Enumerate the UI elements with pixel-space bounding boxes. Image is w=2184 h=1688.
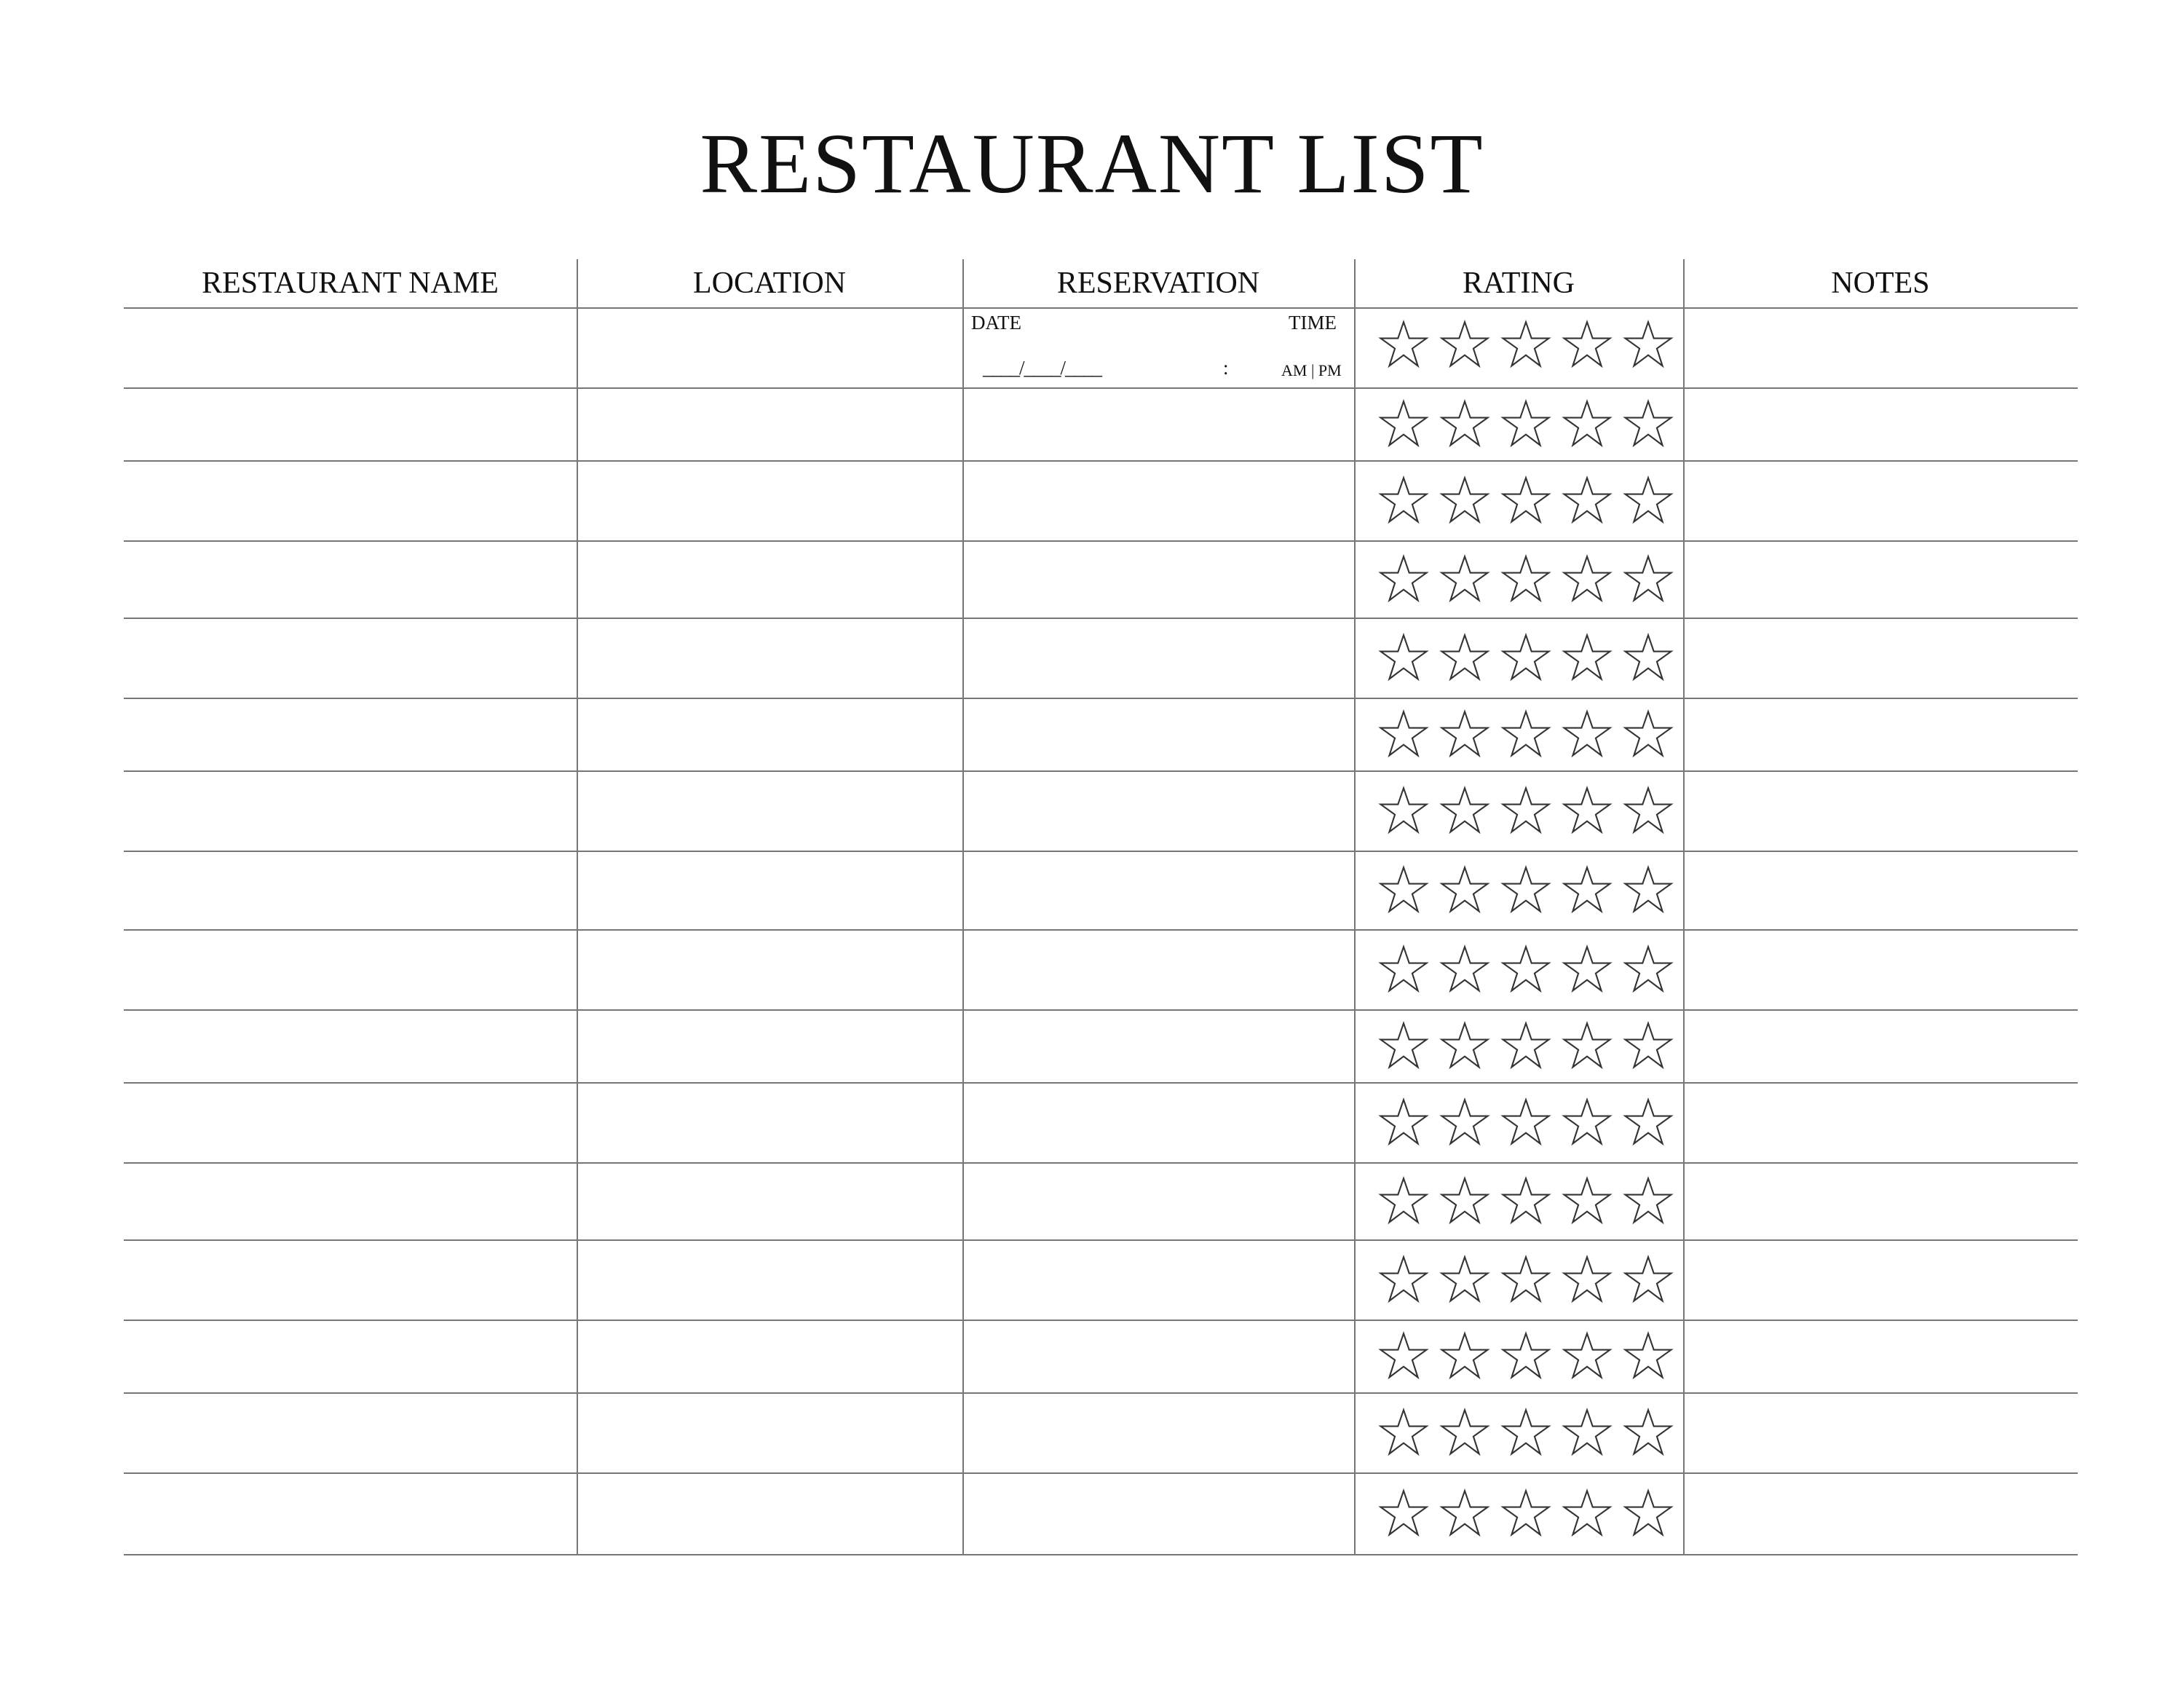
star-outline-icon[interactable]	[1562, 632, 1613, 683]
star-outline-icon[interactable]	[1500, 632, 1551, 683]
reservation-time-separator: :	[1223, 357, 1229, 379]
star-outline-icon[interactable]	[1623, 1020, 1674, 1071]
rating-stars	[1361, 1392, 1690, 1472]
column-header-restaurant-name: RESTAURANT NAME	[202, 267, 499, 300]
column-header-rating: RATING	[1463, 267, 1575, 300]
star-outline-icon[interactable]	[1562, 864, 1613, 915]
rating-stars	[1361, 1320, 1690, 1392]
star-outline-icon[interactable]	[1562, 1488, 1613, 1539]
star-outline-icon[interactable]	[1439, 1254, 1490, 1305]
star-outline-icon[interactable]	[1562, 1097, 1613, 1148]
star-outline-icon[interactable]	[1562, 1407, 1613, 1458]
star-outline-icon[interactable]	[1623, 709, 1674, 760]
star-outline-icon[interactable]	[1623, 553, 1674, 604]
table-row[interactable]	[124, 851, 2078, 929]
reservation-ampm[interactable]: AM | PM	[1281, 361, 1342, 379]
star-outline-icon[interactable]	[1439, 1020, 1490, 1071]
star-outline-icon[interactable]	[1500, 1488, 1551, 1539]
star-outline-icon[interactable]	[1439, 709, 1490, 760]
reservation-date-blank[interactable]: ____/____/____	[983, 357, 1102, 379]
star-outline-icon[interactable]	[1378, 944, 1429, 995]
star-outline-icon[interactable]	[1378, 1407, 1429, 1458]
star-outline-icon[interactable]	[1623, 319, 1674, 370]
star-outline-icon[interactable]	[1623, 1175, 1674, 1226]
star-outline-icon[interactable]	[1378, 709, 1429, 760]
rating-stars	[1361, 387, 1690, 460]
rating-stars	[1361, 618, 1690, 698]
star-outline-icon[interactable]	[1378, 398, 1429, 449]
rating-stars	[1361, 1082, 1690, 1162]
rating-stars	[1361, 929, 1690, 1009]
star-outline-icon[interactable]	[1500, 553, 1551, 604]
star-outline-icon[interactable]	[1562, 1175, 1613, 1226]
star-outline-icon[interactable]	[1439, 632, 1490, 683]
star-outline-icon[interactable]	[1439, 1488, 1490, 1539]
star-outline-icon[interactable]	[1623, 632, 1674, 683]
column-header-location: LOCATION	[693, 267, 846, 300]
rating-stars	[1361, 851, 1690, 929]
star-outline-icon[interactable]	[1378, 785, 1429, 836]
star-outline-icon[interactable]	[1562, 553, 1613, 604]
star-outline-icon[interactable]	[1378, 1254, 1429, 1305]
star-outline-icon[interactable]	[1439, 398, 1490, 449]
rating-stars	[1361, 770, 1690, 851]
table-row[interactable]	[124, 307, 2078, 387]
star-outline-icon[interactable]	[1439, 553, 1490, 604]
star-outline-icon[interactable]	[1562, 398, 1613, 449]
star-outline-icon[interactable]	[1439, 864, 1490, 915]
star-outline-icon[interactable]	[1439, 1330, 1490, 1381]
rating-stars	[1361, 1239, 1690, 1320]
star-outline-icon[interactable]	[1378, 553, 1429, 604]
star-outline-icon[interactable]	[1378, 1488, 1429, 1539]
star-outline-icon[interactable]	[1500, 1020, 1551, 1071]
column-header-reservation: RESERVATION	[1056, 267, 1260, 300]
table-row[interactable]	[124, 1009, 2078, 1082]
reservation-date-label: DATE	[971, 312, 1021, 334]
table-row[interactable]	[124, 540, 2078, 618]
star-outline-icon[interactable]	[1623, 1330, 1674, 1381]
star-outline-icon[interactable]	[1623, 1097, 1674, 1148]
rating-stars	[1361, 1162, 1690, 1239]
table-row[interactable]	[124, 1472, 2078, 1554]
star-outline-icon[interactable]	[1623, 1254, 1674, 1305]
star-outline-icon[interactable]	[1500, 709, 1551, 760]
star-outline-icon[interactable]	[1623, 864, 1674, 915]
rating-stars	[1361, 540, 1690, 618]
star-outline-icon[interactable]	[1439, 1097, 1490, 1148]
rating-stars	[1361, 698, 1690, 770]
reservation-time-label: TIME	[1289, 312, 1337, 334]
table-row[interactable]	[124, 929, 2078, 1009]
table-row[interactable]	[124, 1082, 2078, 1162]
rating-stars	[1361, 307, 1690, 387]
rating-stars	[1361, 1472, 1690, 1554]
star-outline-icon[interactable]	[1562, 944, 1613, 995]
star-outline-icon[interactable]	[1378, 1175, 1429, 1226]
star-outline-icon[interactable]	[1439, 1175, 1490, 1226]
table-row[interactable]	[124, 1162, 2078, 1239]
star-outline-icon[interactable]	[1562, 475, 1613, 526]
table-row[interactable]	[124, 1320, 2078, 1392]
star-outline-icon[interactable]	[1562, 319, 1613, 370]
star-outline-icon[interactable]	[1439, 475, 1490, 526]
star-outline-icon[interactable]	[1378, 1020, 1429, 1071]
table-row[interactable]	[124, 770, 2078, 851]
star-outline-icon[interactable]	[1378, 1330, 1429, 1381]
star-outline-icon[interactable]	[1500, 475, 1551, 526]
rating-stars	[1361, 460, 1690, 540]
star-outline-icon[interactable]	[1500, 944, 1551, 995]
table-row[interactable]	[124, 698, 2078, 770]
table-row[interactable]	[124, 460, 2078, 540]
star-outline-icon[interactable]	[1378, 475, 1429, 526]
star-outline-icon[interactable]	[1500, 398, 1551, 449]
star-outline-icon[interactable]	[1623, 1488, 1674, 1539]
star-outline-icon[interactable]	[1439, 319, 1490, 370]
star-outline-icon[interactable]	[1623, 398, 1674, 449]
star-outline-icon[interactable]	[1439, 1407, 1490, 1458]
star-outline-icon[interactable]	[1562, 785, 1613, 836]
rating-stars	[1361, 1009, 1690, 1082]
restaurant-table	[124, 259, 2078, 1555]
star-outline-icon[interactable]	[1562, 1254, 1613, 1305]
star-outline-icon[interactable]	[1378, 1097, 1429, 1148]
star-outline-icon[interactable]	[1623, 1407, 1674, 1458]
star-outline-icon[interactable]	[1500, 1407, 1551, 1458]
star-outline-icon[interactable]	[1439, 944, 1490, 995]
star-outline-icon[interactable]	[1439, 785, 1490, 836]
star-outline-icon[interactable]	[1562, 709, 1613, 760]
star-outline-icon[interactable]	[1623, 785, 1674, 836]
star-outline-icon[interactable]	[1562, 1330, 1613, 1381]
row-divider	[124, 1554, 2078, 1555]
table-row[interactable]	[124, 387, 2078, 460]
star-outline-icon[interactable]	[1378, 864, 1429, 915]
star-outline-icon[interactable]	[1500, 1254, 1551, 1305]
star-outline-icon[interactable]	[1500, 1097, 1551, 1148]
star-outline-icon[interactable]	[1500, 785, 1551, 836]
star-outline-icon[interactable]	[1562, 1020, 1613, 1071]
star-outline-icon[interactable]	[1378, 319, 1429, 370]
table-row[interactable]	[124, 1239, 2078, 1320]
star-outline-icon[interactable]	[1623, 944, 1674, 995]
star-outline-icon[interactable]	[1623, 475, 1674, 526]
table-row[interactable]	[124, 1392, 2078, 1472]
table-row[interactable]	[124, 618, 2078, 698]
star-outline-icon[interactable]	[1500, 864, 1551, 915]
page-title: RESTAURANT LIST	[700, 116, 1484, 211]
star-outline-icon[interactable]	[1500, 1330, 1551, 1381]
star-outline-icon[interactable]	[1500, 319, 1551, 370]
star-outline-icon[interactable]	[1500, 1175, 1551, 1226]
column-header-notes: NOTES	[1831, 267, 1930, 300]
star-outline-icon[interactable]	[1378, 632, 1429, 683]
